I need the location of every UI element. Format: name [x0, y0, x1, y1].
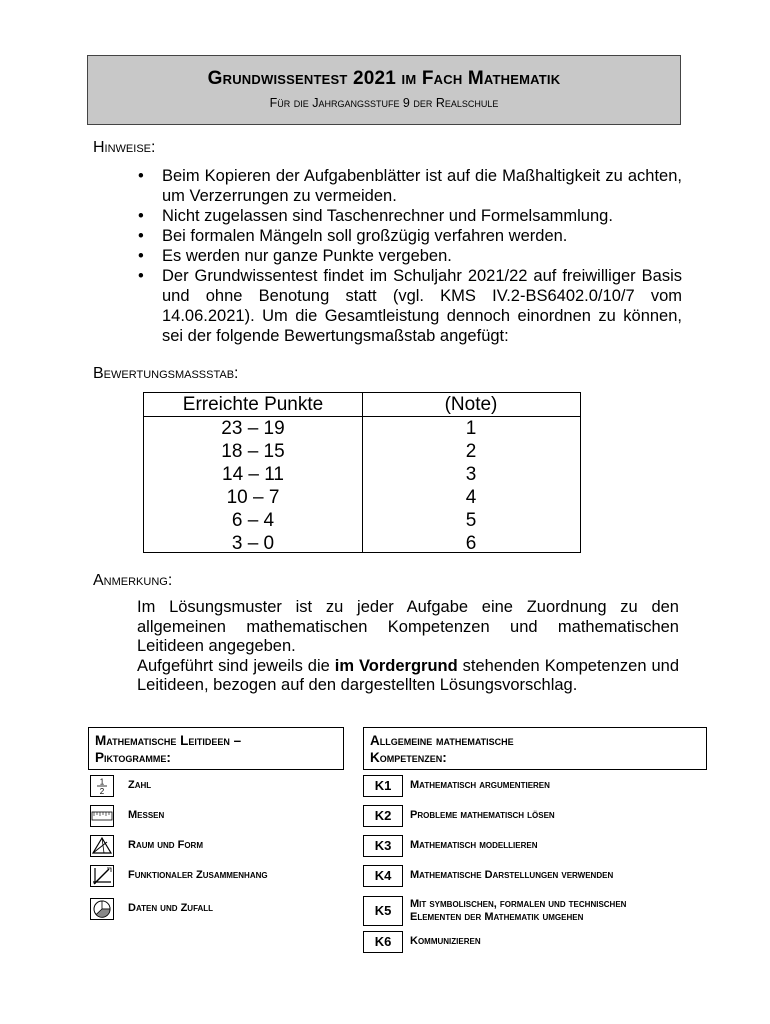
table-cell-points: 3 – 0 — [231, 533, 275, 554]
notes-heading: Hinweise: — [93, 139, 156, 156]
leitideen-heading: Mathematische Leitideen – Piktogramme: — [88, 727, 344, 770]
list-item: • Beim Kopieren der Aufgabenblätter ist auf die Maßhaltigkeit zu achten, um Verzerrungen zu vermeiden. — [136, 166, 682, 206]
leitidee-label: Raum und Form — [128, 839, 203, 851]
table-cell-points: 14 – 11 — [222, 464, 284, 485]
kompetenzen-heading: Allgemeine mathematische Kompetenzen: — [363, 727, 707, 770]
competence-code: K5 — [363, 896, 403, 926]
page-subtitle: Für die Jahrgangsstufe 9 der Realschule — [269, 96, 499, 110]
competence-label: Mathematisch modellieren — [410, 839, 538, 851]
table-cell-grade: 3 — [465, 464, 477, 485]
table-header-grade: (Note) — [444, 394, 498, 415]
table-cell-grade: 1 — [465, 418, 477, 439]
grading-table — [143, 392, 581, 553]
table-header-points: Erreichte Punkte — [182, 394, 324, 415]
competence-label: Mathematisch argumentieren — [410, 779, 550, 791]
emphasis-text: im Vordergrund — [334, 656, 458, 675]
table-cell-points: 23 – 19 — [221, 418, 285, 439]
function-graph-icon — [90, 865, 114, 887]
competence-code: K1 — [363, 775, 403, 797]
title-box — [87, 55, 681, 125]
notes-list — [136, 166, 682, 346]
pie-chart-icon — [90, 898, 114, 920]
leitidee-label: Funktionaler Zusammenhang — [128, 869, 268, 881]
table-cell-grade: 2 — [465, 441, 477, 462]
remark-text — [137, 598, 679, 696]
competence-label: Mit symbolischen, formalen und technischen Elementen der Mathematik umgehen — [410, 898, 627, 923]
leitidee-label: Zahl — [128, 779, 152, 791]
table-cell-points: 10 – 7 — [226, 487, 280, 508]
grading-heading: Bewertungsmaßstab: — [93, 365, 239, 382]
competence-label: Mathematische Darstellungen verwenden — [410, 869, 614, 881]
competence-code: K2 — [363, 805, 403, 827]
table-cell-grade: 4 — [465, 487, 477, 508]
list-item: • Der Grundwissentest findet im Schuljahr 2021/22 auf freiwilliger Basis und ohne Benotung statt (vgl. KMS IV.2-BS6402.0/10/7 vom 14.06.2021). Um die Gesamtleistung dennoch einordnen zu können, sei der folgende Bewertungsmaßstab angefügt: — [136, 266, 682, 346]
remark-paragraph-1: Im Lösungsmuster ist zu jeder Aufgabe eine Zuordnung zu den allgemeinen mathematischen Kompetenzen und mathematischen Leitideen angegeben. — [137, 598, 679, 655]
page-title: Grundwissentest 2021 im Fach Mathematik — [207, 68, 561, 89]
competence-label: Probleme mathematisch lösen — [410, 809, 555, 821]
svg-text:2: 2 — [99, 787, 105, 796]
remark-paragraph-2: Aufgeführt sind jeweils die im Vordergrund stehenden Kompetenzen und Leitideen, bezogen auf den dargestellten Lösungsvorschlag. — [137, 656, 679, 694]
list-item: • Bei formalen Mängeln soll großzügig verfahren werden. — [136, 226, 682, 246]
competence-code: K3 — [363, 835, 403, 857]
competence-code: K6 — [363, 931, 403, 953]
table-cell-points: 18 – 15 — [221, 441, 285, 462]
competence-label: Kommunizieren — [410, 935, 481, 947]
table-cell-grade: 6 — [465, 533, 477, 554]
list-item: • Es werden nur ganze Punkte vergeben. — [136, 246, 682, 266]
ruler-icon — [90, 805, 114, 827]
fraction-icon — [90, 775, 114, 797]
competence-code: K4 — [363, 865, 403, 887]
geometry-shapes-icon — [90, 835, 114, 857]
list-item: • Nicht zugelassen sind Taschenrechner und Formelsammlung. — [136, 206, 682, 226]
table-cell-grade: 5 — [465, 510, 477, 531]
leitidee-label: Daten und Zufall — [128, 902, 214, 914]
svg-text:1: 1 — [99, 777, 105, 787]
leitidee-label: Messen — [128, 809, 165, 821]
remark-heading: Anmerkung: — [93, 572, 173, 589]
table-cell-points: 6 – 4 — [231, 510, 275, 531]
